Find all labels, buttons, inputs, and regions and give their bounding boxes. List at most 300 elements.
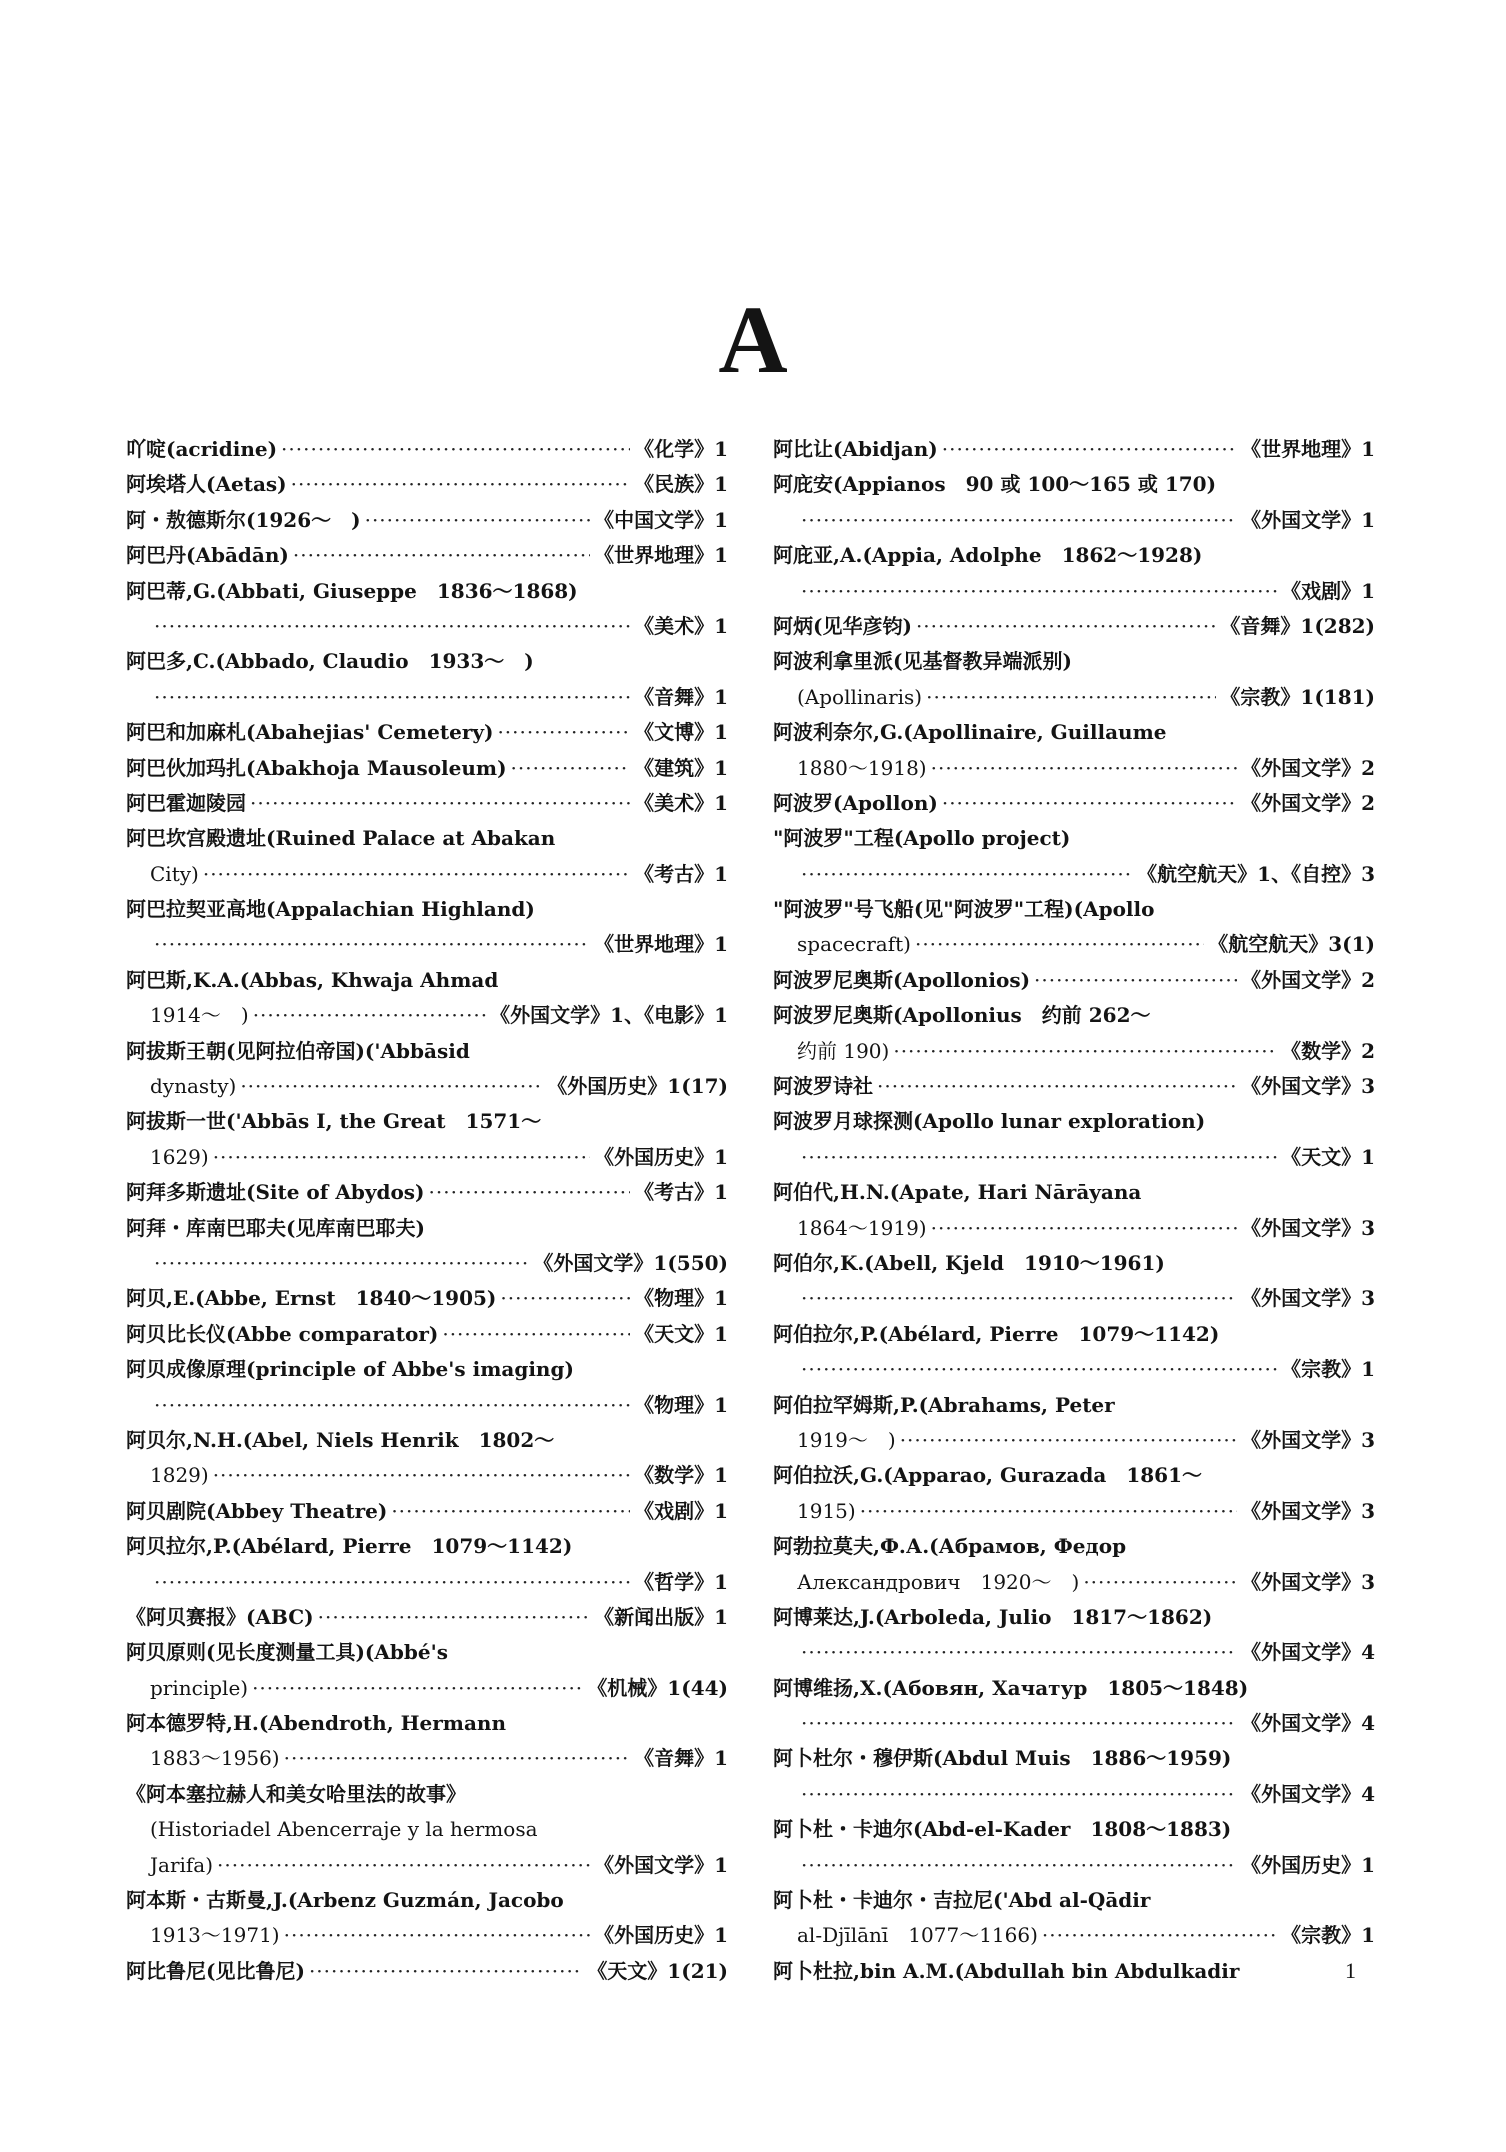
entry-headword-line <box>126 821 728 856</box>
index-entry <box>773 1069 1375 1104</box>
entry-text: 1629) <box>150 1144 209 1169</box>
entry-text: "阿波罗"号飞船(见"阿波罗"工程)(Apollo <box>773 897 1155 922</box>
index-entry <box>126 1317 728 1352</box>
entry-headword-line <box>773 998 1375 1033</box>
entry-headword-line <box>773 892 1375 927</box>
entry-continuation-line <box>126 1069 728 1104</box>
entry-headword-line <box>773 1104 1375 1139</box>
entry-headword-line <box>126 1635 728 1670</box>
entry-continuation-line <box>126 1458 728 1493</box>
entry-headword-line <box>126 432 728 467</box>
entry-text: 阿拔斯王朝(见阿拉伯帝国)('Abbāsid <box>126 1038 470 1063</box>
entry-text: 阿贝尔,N.H.(Abel, Niels Henrik 1802～ <box>126 1427 555 1452</box>
index-entry <box>773 1600 1375 1671</box>
dot-leader <box>801 1635 1237 1670</box>
entry-headword-line <box>773 538 1375 573</box>
entry-continuation-line <box>773 680 1375 715</box>
index-entry <box>126 1423 728 1494</box>
entry-headword-line <box>773 786 1375 821</box>
dot-leader <box>801 857 1133 892</box>
entry-headword-line <box>126 538 728 573</box>
entry-text: 阿卜杜尔・穆伊斯(Abdul Muis 1886～1959) <box>773 1746 1232 1771</box>
entry-headword-line <box>126 1954 728 1989</box>
index-entry <box>126 963 728 1034</box>
index-entry <box>126 574 728 645</box>
entry-text: 阿拜・库南巴耶夫(见库南巴耶夫) <box>126 1215 425 1240</box>
entry-headword-line <box>126 1423 728 1458</box>
dot-leader <box>1034 963 1237 998</box>
entry-continuation-line <box>126 1388 728 1423</box>
entry-reference: 《音舞》1(282) <box>1220 613 1375 638</box>
entry-reference: 《数学》2 <box>1281 1038 1375 1063</box>
dot-leader <box>318 1600 590 1635</box>
entry-headword-line <box>126 644 728 679</box>
entry-reference: 《音舞》1 <box>634 684 728 709</box>
entry-text: 阿本斯・古斯曼,J.(Arbenz Guzmán, Jacobo <box>126 1888 564 1913</box>
index-entry <box>126 1600 728 1635</box>
entry-headword-line <box>126 1175 728 1210</box>
dot-leader <box>916 609 1216 644</box>
dot-leader <box>500 1281 630 1316</box>
entry-continuation-line <box>773 1034 1375 1069</box>
entry-continuation-line <box>126 1812 728 1847</box>
entry-text: 1919～ ) <box>797 1427 896 1452</box>
index-entry <box>126 1777 728 1883</box>
entry-headword-line <box>773 644 1375 679</box>
entry-text: 1913～1971) <box>150 1923 280 1948</box>
index-entry <box>773 432 1375 467</box>
dot-leader <box>801 503 1237 538</box>
dot-leader <box>240 1069 543 1104</box>
entry-text: (Apollinaris) <box>797 684 923 709</box>
entry-continuation-line <box>773 1494 1375 1529</box>
entry-text: 阿庇安(Appianos 90 或 100～165 或 170) <box>773 472 1217 497</box>
dot-leader <box>1083 1565 1237 1600</box>
entry-text: 阿贝原则(见长度测量工具)(Abbé's <box>126 1640 448 1665</box>
entry-continuation-line <box>126 1565 728 1600</box>
index-entry <box>773 821 1375 892</box>
entry-reference: 《戏剧》1 <box>1281 578 1375 603</box>
entry-continuation-line <box>773 1281 1375 1316</box>
dot-leader <box>801 1777 1237 1812</box>
entry-text: 阿巴蒂,G.(Abbati, Giuseppe 1836～1868) <box>126 578 578 603</box>
entry-headword-line <box>773 1954 1375 1989</box>
dot-leader <box>801 1706 1237 1741</box>
entry-reference: 《外国文学》3 <box>1241 1286 1375 1311</box>
entry-text: 阿贝,E.(Abbe, Ernst 1840～1905) <box>126 1286 497 1311</box>
entry-text: 1864～1919) <box>797 1215 927 1240</box>
entry-text: 阿波罗尼奥斯(Apollonius 约前 262～ <box>773 1003 1151 1028</box>
entry-text: 阿巴霍迦陵园 <box>126 790 246 815</box>
index-entry <box>126 1954 728 1989</box>
entry-text: 阿庇亚,A.(Appia, Adolphe 1862～1928) <box>773 543 1203 568</box>
entry-text: 阿比鲁尼(见比鲁尼) <box>126 1958 305 1983</box>
index-entry <box>126 1635 728 1706</box>
entry-text: 《阿贝赛报》(ABC) <box>126 1604 314 1629</box>
entry-text: (Historiadel Abencerraje y la hermosa <box>150 1817 538 1842</box>
dot-leader <box>801 1140 1277 1175</box>
entry-text: 阿卜杜・卡迪尔・吉拉尼('Abd al-Qādir <box>773 1888 1151 1913</box>
dot-leader <box>217 1848 590 1883</box>
entry-headword-line <box>773 1741 1375 1776</box>
entry-reference: 《外国历史》1 <box>1241 1852 1375 1877</box>
index-column-right <box>773 432 1375 1989</box>
index-entry <box>126 432 728 467</box>
dot-leader <box>154 1246 529 1281</box>
entry-headword-line <box>126 1281 728 1316</box>
dot-leader <box>154 1388 630 1423</box>
entry-headword-line <box>773 1883 1375 1918</box>
entry-continuation-line <box>126 1671 728 1706</box>
entry-reference: 《外国文学》3 <box>1241 1569 1375 1594</box>
entry-reference: 《外国历史》1(17) <box>547 1074 728 1099</box>
entry-reference: 《音舞》1 <box>634 1746 728 1771</box>
index-entry <box>773 1458 1375 1529</box>
dot-leader <box>860 1494 1237 1529</box>
entry-text: 阿拔斯一世('Abbās Ⅰ, the Great 1571～ <box>126 1109 542 1134</box>
entry-continuation-line <box>126 680 728 715</box>
entry-reference: 《宗教》1 <box>1281 1923 1375 1948</box>
entry-text: Александрович 1920～ ) <box>797 1569 1080 1594</box>
dot-leader <box>942 432 1237 467</box>
index-entry <box>773 1175 1375 1246</box>
entry-text: 阿巴拉契亚高地(Appalachian Highland) <box>126 897 535 922</box>
index-entry <box>773 786 1375 821</box>
entry-text: 1914～ ) <box>150 1003 249 1028</box>
dot-leader <box>931 751 1237 786</box>
entry-headword-line <box>126 574 728 609</box>
dot-leader <box>252 1671 583 1706</box>
index-entry <box>126 821 728 892</box>
dot-leader <box>877 1069 1237 1104</box>
entry-text: spacecraft) <box>797 932 911 957</box>
dot-leader <box>900 1423 1237 1458</box>
entry-text: 阿贝比长仪(Abbe comparator) <box>126 1321 439 1346</box>
entry-headword-line <box>773 1317 1375 1352</box>
entry-text: 吖啶(acridine) <box>126 437 278 461</box>
entry-text: 阿卜杜・卡迪尔(Abd-el-Kader 1808～1883) <box>773 1817 1232 1842</box>
entry-continuation-line <box>773 574 1375 609</box>
dot-leader <box>442 1317 630 1352</box>
entry-text: 阿波利拿里派(见基督教异端派别) <box>773 649 1072 674</box>
entry-text: 阿博莱达,J.(Arboleda, Julio 1817～1862) <box>773 1604 1213 1629</box>
index-entry <box>773 538 1375 609</box>
entry-reference: 《数学》1 <box>634 1463 728 1488</box>
index-entry <box>773 609 1375 644</box>
entry-headword-line <box>773 1069 1375 1104</box>
entry-headword-line <box>773 432 1375 467</box>
dot-leader <box>293 538 590 573</box>
index-entry <box>773 1317 1375 1388</box>
index-entry <box>126 1883 728 1954</box>
entry-text: 《阿本塞拉赫人和美女哈里法的故事》 <box>126 1781 466 1806</box>
entry-continuation-line <box>773 1140 1375 1175</box>
entry-reference: 《外国文学》1 <box>1241 507 1375 532</box>
entry-headword-line <box>126 715 728 750</box>
entry-text: principle) <box>150 1675 249 1700</box>
index-entry <box>126 1352 728 1423</box>
entry-headword-line <box>773 963 1375 998</box>
index-entry <box>126 892 728 963</box>
entry-headword-line <box>126 1211 728 1246</box>
entry-text: 1883～1956) <box>150 1746 280 1771</box>
index-entry <box>773 1671 1375 1742</box>
entry-text: "阿波罗"工程(Apollo project) <box>773 826 1071 851</box>
dot-leader <box>284 1918 590 1953</box>
entry-text: 阿勃拉莫夫,Ф.А.(Абрамов, Федор <box>773 1534 1127 1559</box>
dot-leader <box>309 1954 583 1989</box>
entry-text: 阿波罗(Apollon) <box>773 790 938 815</box>
entry-headword-line <box>126 963 728 998</box>
section-letter: A <box>718 286 788 393</box>
entry-text: 阿伯拉尔,P.(Abélard, Pierre 1079～1142) <box>773 1321 1220 1346</box>
dot-leader <box>497 715 630 750</box>
index-entry <box>126 751 728 786</box>
index-entry <box>773 892 1375 963</box>
entry-continuation-line <box>773 1848 1375 1883</box>
entry-headword-line <box>126 751 728 786</box>
entry-continuation-line <box>773 751 1375 786</box>
index-entry <box>126 1211 728 1282</box>
entry-continuation-line <box>773 503 1375 538</box>
entry-reference: 《哲学》1 <box>634 1569 728 1594</box>
entry-text: 阿波罗尼奥斯(Apollonios) <box>773 967 1031 992</box>
entry-reference: 《天文》1(21) <box>587 1958 728 1983</box>
entry-headword-line <box>126 1494 728 1529</box>
entry-reference: 《外国文学》2 <box>1241 755 1375 780</box>
entry-reference: 《外国文学》1 <box>594 1852 728 1877</box>
dot-leader <box>213 1140 590 1175</box>
dot-leader <box>154 609 630 644</box>
entry-headword-line <box>126 1883 728 1918</box>
dot-leader <box>365 503 590 538</box>
entry-continuation-line <box>773 927 1375 962</box>
entry-headword-line <box>773 1812 1375 1847</box>
entry-headword-line <box>126 786 728 821</box>
entry-text: 阿巴丹(Abādān) <box>126 543 289 568</box>
entry-text: 阿埃塔人(Aetas) <box>126 472 287 497</box>
dot-leader <box>931 1211 1237 1246</box>
entry-reference: 《外国文学》4 <box>1241 1781 1375 1806</box>
entry-continuation-line <box>126 857 728 892</box>
entry-continuation-line <box>773 1777 1375 1812</box>
index-entry <box>126 467 728 502</box>
entry-text: 阿巴坎宫殿遗址(Ruined Palace at Abakan <box>126 826 556 851</box>
entry-text: 1915) <box>797 1498 856 1523</box>
entry-continuation-line <box>126 1918 728 1953</box>
entry-continuation-line <box>773 1211 1375 1246</box>
dot-leader <box>154 1565 630 1600</box>
entry-text: 阿巴和加麻札(Abahejias' Cemetery) <box>126 720 494 745</box>
entry-headword-line <box>126 1600 728 1635</box>
index-entry <box>773 467 1375 538</box>
dot-leader <box>281 432 630 467</box>
dot-leader <box>915 927 1204 962</box>
entry-reference: 《宗教》1 <box>1281 1357 1375 1382</box>
entry-text: 阿比让(Abidjan) <box>773 437 938 461</box>
entry-headword-line <box>773 1529 1375 1564</box>
index-entry <box>773 1246 1375 1317</box>
dot-leader <box>893 1034 1277 1069</box>
index-entry <box>773 715 1375 786</box>
index-entry <box>773 644 1375 715</box>
index-entry <box>126 1529 728 1600</box>
entry-text: Jarifa) <box>150 1852 214 1877</box>
dot-leader <box>213 1458 630 1493</box>
entry-continuation-line <box>126 927 728 962</box>
index-entry <box>773 1883 1375 1954</box>
entry-reference: 《天文》1 <box>1281 1144 1375 1169</box>
entry-reference: 《物理》1 <box>634 1286 728 1311</box>
entry-text: 阿炳(见华彦钧) <box>773 613 912 638</box>
entry-reference: 《外国文学》3 <box>1241 1427 1375 1452</box>
entry-headword-line <box>773 1458 1375 1493</box>
entry-continuation-line <box>773 1918 1375 1953</box>
index-entry <box>126 1494 728 1529</box>
dot-leader <box>942 786 1237 821</box>
dot-leader <box>801 1281 1237 1316</box>
entry-reference: 《文博》1 <box>634 720 728 745</box>
entry-continuation-line <box>126 1741 728 1776</box>
entry-text: 阿波罗月球探测(Apollo lunar exploration) <box>773 1109 1206 1134</box>
entry-continuation-line <box>126 998 728 1033</box>
dot-leader <box>511 751 631 786</box>
entry-headword-line <box>773 821 1375 856</box>
entry-reference: 《航空航天》1、《自控》3 <box>1137 861 1375 886</box>
entry-headword-line <box>773 1175 1375 1210</box>
entry-headword-line <box>126 892 728 927</box>
entry-reference: 《航空航天》3(1) <box>1208 932 1375 957</box>
index-entry <box>773 1954 1375 1989</box>
index-entry <box>126 1104 728 1175</box>
entry-text: 阿本德罗特,H.(Abendroth, Hermann <box>126 1711 506 1736</box>
index-column-left <box>126 432 728 1989</box>
entry-reference: 《民族》1 <box>634 472 728 497</box>
entry-text: 阿波利奈尔,G.(Apollinaire, Guillaume <box>773 720 1167 745</box>
entry-continuation-line <box>773 1352 1375 1387</box>
entry-reference: 《化学》1 <box>634 437 728 461</box>
entry-reference: 《戏剧》1 <box>634 1498 728 1523</box>
entry-text: 1829) <box>150 1463 209 1488</box>
index-entry <box>126 786 728 821</box>
entry-headword-line <box>773 1246 1375 1281</box>
entry-reference: 《外国文学》1(550) <box>533 1250 728 1275</box>
entry-text: 阿巴多,C.(Abbado, Claudio 1933～ ) <box>126 649 534 674</box>
index-entry <box>126 1706 728 1777</box>
index-entry <box>126 1281 728 1316</box>
entry-headword-line <box>126 1034 728 1069</box>
entry-headword-line <box>126 503 728 538</box>
entry-headword-line <box>773 715 1375 750</box>
entry-reference: 《外国历史》1 <box>594 1923 728 1948</box>
entry-headword-line <box>126 1352 728 1387</box>
dot-leader <box>926 680 1216 715</box>
entry-reference: 《外国文学》1、《电影》1 <box>490 1003 728 1028</box>
entry-text: 阿贝拉尔,P.(Abélard, Pierre 1079～1142) <box>126 1534 573 1559</box>
entry-text: 约前 190) <box>797 1038 890 1063</box>
dot-leader <box>429 1175 631 1210</box>
index-entry <box>773 1812 1375 1883</box>
entry-reference: 《世界地理》1 <box>1241 437 1375 461</box>
entry-text: 阿巴斯,K.A.(Abbas, Khwaja Ahmad <box>126 967 499 992</box>
entry-reference: 《外国历史》1 <box>594 1144 728 1169</box>
entry-reference: 《考古》1 <box>634 861 728 886</box>
entry-text: 阿伯拉沃,G.(Apparao, Gurazada 1861～ <box>773 1463 1203 1488</box>
entry-continuation-line <box>126 1246 728 1281</box>
entry-headword-line <box>773 609 1375 644</box>
entry-reference: 《机械》1(44) <box>587 1675 728 1700</box>
dot-leader <box>391 1494 630 1529</box>
entry-reference: 《外国文学》4 <box>1241 1640 1375 1665</box>
entry-headword-line <box>773 1671 1375 1706</box>
entry-headword-line <box>773 1388 1375 1423</box>
entry-reference: 《考古》1 <box>634 1180 728 1205</box>
dot-leader <box>253 998 486 1033</box>
entry-reference: 《建筑》1 <box>634 755 728 780</box>
index-entry <box>773 1529 1375 1600</box>
entry-continuation-line <box>773 1635 1375 1670</box>
entry-text: City) <box>150 861 199 886</box>
dot-leader <box>284 1741 630 1776</box>
index-entry <box>773 1741 1375 1812</box>
entry-text: 阿波罗诗社 <box>773 1074 873 1099</box>
entry-text: 阿贝剧院(Abbey Theatre) <box>126 1498 388 1523</box>
entry-text: 阿卜杜拉,bin A.M.(Abdullah bin Abdulkadir <box>773 1958 1240 1983</box>
entry-reference: 《中国文学》1 <box>594 507 728 532</box>
index-entry <box>773 1388 1375 1459</box>
index-entry <box>126 644 728 715</box>
entry-reference: 《外国文学》2 <box>1241 967 1375 992</box>
entry-headword-line <box>126 1706 728 1741</box>
entry-text: 阿伯尔,K.(Abell, Kjeld 1910～1961) <box>773 1250 1165 1275</box>
dot-leader <box>154 680 630 715</box>
entry-reference: 《美术》1 <box>634 613 728 638</box>
entry-headword-line <box>773 1600 1375 1635</box>
index-entry <box>126 538 728 573</box>
entry-text: 1880～1918) <box>797 755 927 780</box>
entry-reference: 《世界地理》1 <box>594 932 728 957</box>
entry-continuation-line <box>126 1140 728 1175</box>
entry-reference: 《外国文学》3 <box>1241 1498 1375 1523</box>
entry-continuation-line <box>773 1706 1375 1741</box>
dot-leader <box>154 927 590 962</box>
page-number: 1 <box>1345 1958 1356 1983</box>
dot-leader <box>801 1352 1277 1387</box>
entry-continuation-line <box>773 857 1375 892</box>
entry-headword-line <box>126 1317 728 1352</box>
index-entry <box>773 1104 1375 1175</box>
dot-leader <box>250 786 630 821</box>
index-entry <box>126 1034 728 1105</box>
dot-leader <box>1042 1918 1277 1953</box>
entry-reference: 《外国文学》3 <box>1241 1215 1375 1240</box>
entry-text: 阿伯拉罕姆斯,P.(Abrahams, Peter <box>773 1392 1115 1417</box>
entry-text: dynasty) <box>150 1074 237 1099</box>
entry-reference: 《美术》1 <box>634 790 728 815</box>
entry-reference: 《天文》1 <box>634 1321 728 1346</box>
entry-reference: 《宗教》1(181) <box>1220 684 1375 709</box>
entry-text: 阿贝成像原理(principle of Abbe's imaging) <box>126 1357 574 1382</box>
entry-text: 阿巴伙加玛扎(Abakhoja Mausoleum) <box>126 755 507 780</box>
entry-continuation-line <box>773 1565 1375 1600</box>
index-entry <box>773 963 1375 998</box>
entry-continuation-line <box>773 1423 1375 1458</box>
index-entry <box>126 715 728 750</box>
entry-continuation-line <box>126 1848 728 1883</box>
dot-leader <box>801 574 1277 609</box>
entry-text: al-Djīlānī 1077～1166) <box>797 1923 1038 1948</box>
entry-reference: 《外国文学》3 <box>1241 1074 1375 1099</box>
